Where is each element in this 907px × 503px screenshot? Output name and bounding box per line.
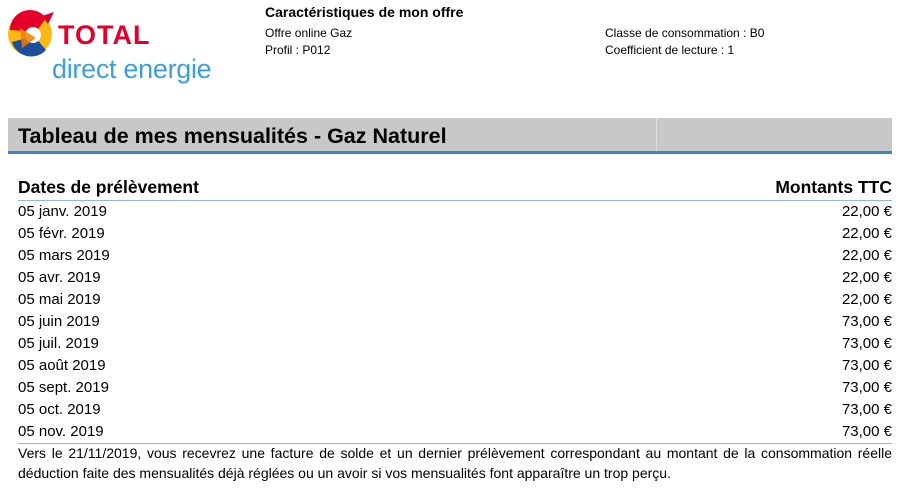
- row-amount: 73,00 €: [841, 357, 892, 374]
- row-amount: 73,00 €: [841, 379, 892, 396]
- row-date: 05 mars 2019: [18, 247, 110, 264]
- logo-brand-total: TOTAL: [58, 20, 151, 50]
- consumption-class: Classe de consommation : B0: [605, 26, 765, 40]
- row-date: 05 mai 2019: [18, 291, 101, 308]
- row-amount: 73,00 €: [841, 335, 892, 352]
- offer-profile: Profil : P012: [265, 43, 331, 57]
- section-title: Tableau de mes mensualités - Gaz Naturel: [18, 124, 447, 148]
- row-amount: 22,00 €: [841, 203, 892, 220]
- table-row: [18, 245, 892, 267]
- offer-name: Offre online Gaz: [265, 26, 353, 40]
- table-row: [18, 333, 892, 355]
- row-date: 05 févr. 2019: [18, 225, 105, 242]
- row-date: 05 nov. 2019: [18, 423, 104, 440]
- reading-coefficient: Coefficient de lecture : 1: [605, 43, 735, 57]
- section-banner: [8, 118, 892, 154]
- header-amounts: Montants TTC: [775, 177, 892, 197]
- table-row: [18, 311, 892, 333]
- table-row: [18, 377, 892, 399]
- table-row: [18, 421, 892, 444]
- header-dates: Dates de prélèvement: [18, 177, 199, 197]
- table-row: [18, 289, 892, 311]
- row-date: 05 oct. 2019: [18, 401, 101, 418]
- total-logo-mark-icon: [6, 8, 58, 60]
- row-date: 05 juil. 2019: [18, 335, 99, 352]
- offer-title: Caractéristiques de mon offre: [265, 4, 464, 20]
- row-amount: 22,00 €: [841, 247, 892, 264]
- row-date: 05 janv. 2019: [18, 203, 107, 220]
- row-amount: 22,00 €: [841, 291, 892, 308]
- table-row: [18, 399, 892, 421]
- row-amount: 22,00 €: [841, 269, 892, 286]
- row-date: 05 août 2019: [18, 357, 106, 374]
- table-row: [18, 355, 892, 377]
- row-amount: 73,00 €: [841, 313, 892, 330]
- table-row: [18, 223, 892, 245]
- row-date: 05 avr. 2019: [18, 269, 101, 286]
- row-amount: 22,00 €: [841, 225, 892, 242]
- table-row: [18, 267, 892, 289]
- banner-divider: [656, 118, 657, 151]
- row-date: 05 juin 2019: [18, 313, 100, 330]
- row-date: 05 sept. 2019: [18, 379, 109, 396]
- logo-direct-energie: direct energie: [52, 54, 212, 84]
- row-amount: 73,00 €: [841, 401, 892, 418]
- row-amount: 73,00 €: [841, 423, 892, 440]
- installments-table: [18, 176, 892, 444]
- table-header: [18, 176, 892, 201]
- table-row: [18, 201, 892, 223]
- settlement-note: Vers le 21/11/2019, vous recevrez une facture de solde et un dernier prélèvement correspondant au montant de la consommation réelle déduction faite des mensualités déjà réglées ou un avoir si vos mensualités font apparaître un trop perçu.: [18, 445, 892, 481]
- table-body: [18, 201, 892, 444]
- total-direct-energie-logo: [6, 6, 236, 86]
